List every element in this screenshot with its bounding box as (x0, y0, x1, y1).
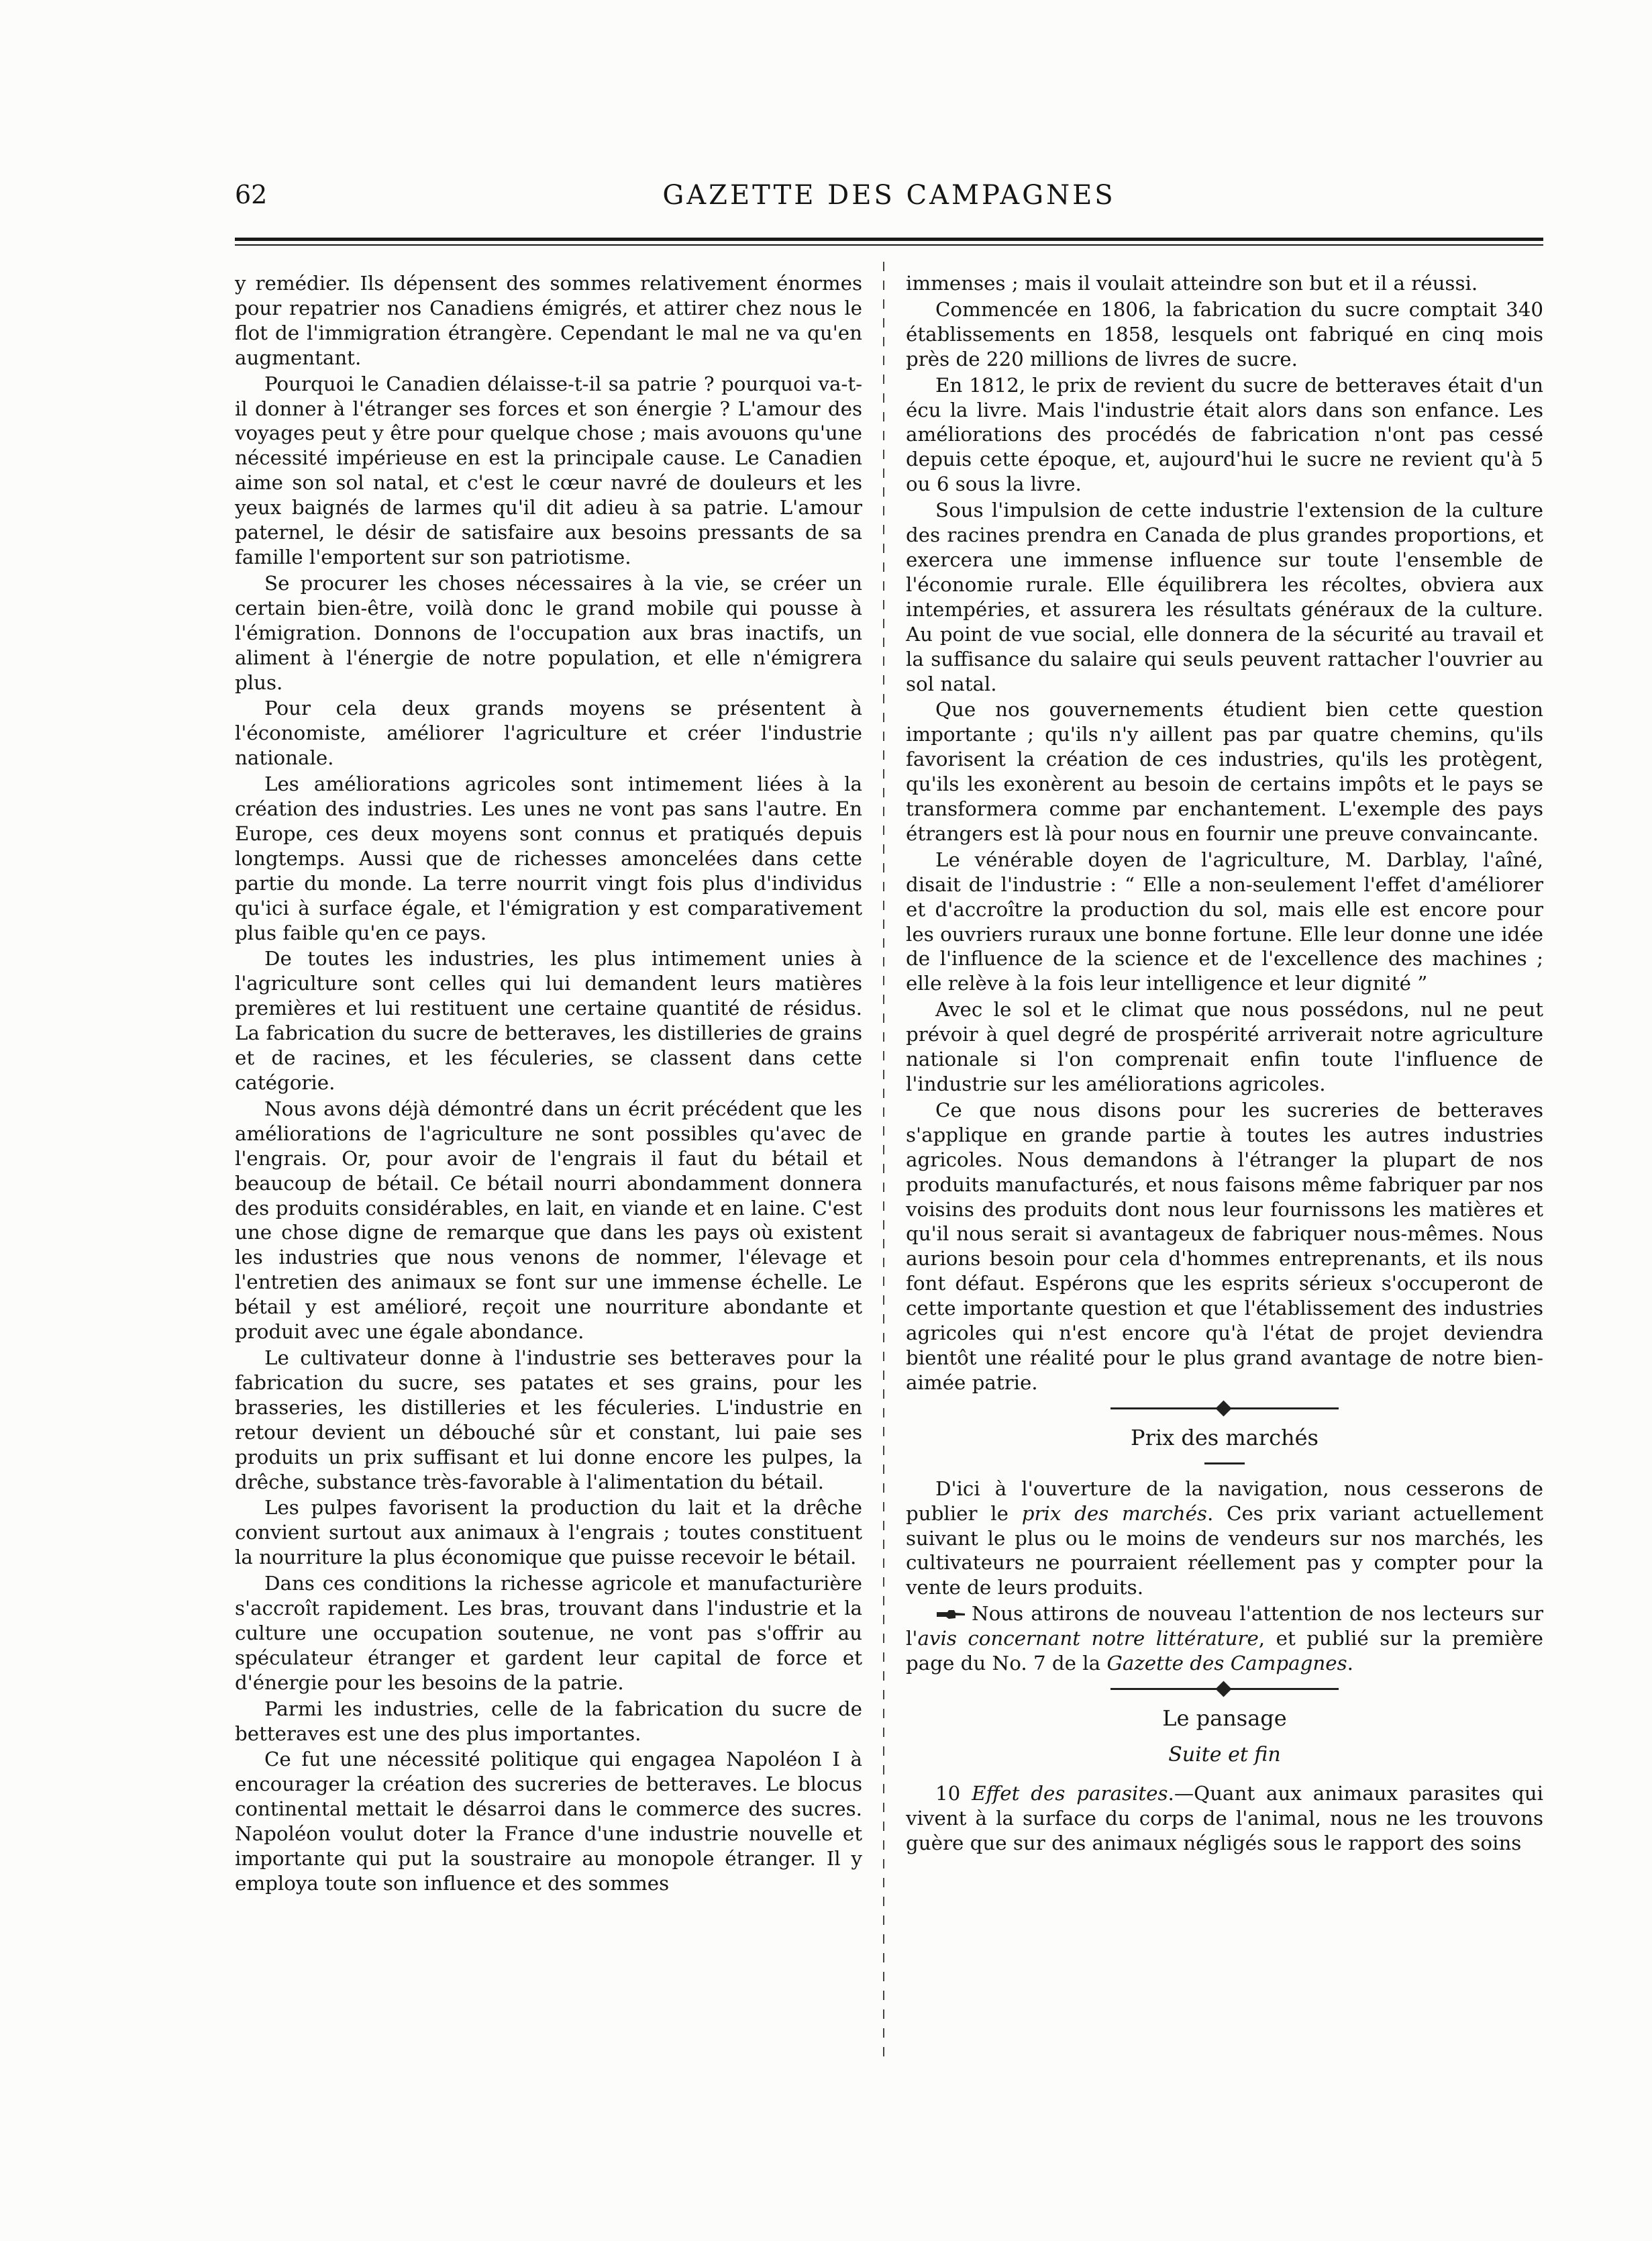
pointing-hand-icon (935, 1608, 966, 1622)
paragraph: Les améliorations agricoles sont intimement liées à la création des industries. Les unes ne vont pas sans l'autre. En Europe, ces deux moyens sont connus et pratiqués depuis longtemps. Aussi que de richesses amoncelées dans cette partie du monde. La terre nourrit vingt fois plus d'individus qu'ici à surface égale, et l'émigration y est comparativement plus faible qu'en ce pays. (235, 773, 862, 944)
paragraph: Commencée en 1806, la fabrication du sucre comptait 340 établissements en 1858, lesquels ont fabriqué en cinq mois près de 220 millions de livres de sucre. (906, 297, 1543, 370)
text: 10 (935, 1781, 972, 1805)
section-title-marches: Prix des marchés (1131, 1424, 1319, 1450)
text: .—Quant aux animaux parasites qui vivent à la surface du corps de l'animal, nous ne les trouvons guère que sur des animaux négligés sous le rapport des soins (906, 1781, 1544, 1854)
section-subtitle: Suite et fin (1168, 1742, 1281, 1766)
paragraph: Les pulpes favorisent la production du lait et la drêche convient surtout aux animaux à l'engrais ; toutes constituent la nourriture la plus économique que puisse recevoir le bétail. (235, 1496, 862, 1569)
column-divider (883, 262, 884, 2060)
text: D'ici à l'ouverture de la navigation, nous cesserons de publier le (906, 1477, 1543, 1525)
section-title-pansage: Le pansage (1162, 1705, 1287, 1731)
page-number: 62 (235, 180, 268, 209)
page-header (235, 180, 1543, 220)
paragraph: Ce fut une nécessité politique qui engagea Napoléon I à encourager la création des sucreries de betteraves. Le blocus continental mettait le désarroi dans le commerce des sucres. Napoléon voulut doter la France d'une industrie nouvelle et importante qui put la soustraire au monopole étranger. Il y employa toute son influence et des sommes (235, 1748, 862, 1895)
paragraph: Le cultivateur donne à l'industrie ses betteraves pour la fabrication du sucre, ses patates et ses grains, pour les brasseries, les distilleries et les féculeries. L'industrie en retour devient un débouché sûr et constant, lui paie ses produits un prix suffisant et lui donne encore les pulpes, la drêche, substance très-favorable à l'alimentation du bétail. (235, 1346, 862, 1493)
paragraph: De toutes les industries, les plus intimement unies à l'agriculture sont celles qui lui demandent leurs matières premières et lui restituent une certaine quantité de résidus. La fabrication du sucre de betteraves, les distilleries de grains et de racines, et les féculeries, se classent dans cette catégorie. (235, 947, 862, 1094)
text: , et publié sur la première page du No. 7 de la (906, 1627, 1543, 1675)
header-rule-thin (235, 244, 1543, 246)
paragraph: Parmi les industries, celle de la fabrication du sucre de betteraves est une des plus importantes. (235, 1697, 862, 1745)
masthead-title: GAZETTE DES CAMPAGNES (662, 180, 1116, 211)
paragraph: Avec le sol et le climat que nous possédons, nul ne peut prévoir à quel degré de prospérité arriverait notre agriculture nationale si l'on comprenait enfin toute l'influence de l'industrie sur les améliorations agricoles. (906, 998, 1543, 1095)
italic-text: prix des marchés (1021, 1501, 1207, 1525)
paragraph: Nous avons déjà démontré dans un écrit précédent que les améliorations de l'agriculture ne sont possibles qu'avec de l'engrais. Or, pour avoir de l'engrais il faut du bétail et beaucoup de bétail. Ce bétail nourri abondamment donnera des produits considérables, en lait, en viande et en laine. C'est une chose digne de remarque que dans les pays où existent les industries que nous venons de nommer, l'élevage et l'entretien des animaux se font sur une immense échelle. Le bétail y est amélioré, reçoit une nourriture abondante et produit avec une égale abondance. (235, 1097, 862, 1344)
text: . (1347, 1652, 1353, 1675)
title-underline (1204, 1462, 1245, 1464)
italic-text: Effet des parasites (972, 1781, 1168, 1805)
section-separator (1111, 1407, 1339, 1409)
italic-text: Gazette des Campagnes (1106, 1652, 1347, 1675)
left-column (235, 271, 862, 1897)
notice-paragraph (906, 1601, 1543, 1676)
paragraph: y remédier. Ils dépensent des sommes relativement énormes pour repatrier nos Canadiens émigrés, et attirer chez nous le flot de l'immigration étrangère. Cependant le mal ne va qu'en augmentant. (235, 272, 862, 369)
paragraph: Que nos gouvernements étudient bien cette question importante ; qu'ils n'y aillent pas par quatre chemins, qu'ils favorisent la création de ces industries, qu'ils les protègent, qu'ils les exonèrent au besoin de certains impôts et le pays se transformera comme par enchantement. L'exemple des pays étrangers est là pour nous en fournir une preuve convaincante. (906, 698, 1543, 845)
paragraph: Le vénérable doyen de l'agriculture, M. Darblay, l'aîné, disait de l'industrie : “ Elle a non-seulement l'effet d'améliorer et d'accroître la production du sol, mais elle est encore pour les ouvriers ruraux une bonne fortune. Elle leur donne une idée de l'influence de la science et de l'excellence des machines ; elle relève à la fois leur intelligence et leur dignité ” (906, 848, 1543, 995)
paragraph: Pour cela deux grands moyens se présentent à l'économiste, améliorer l'agriculture et créer l'industrie nationale. (235, 697, 862, 770)
section-separator (1111, 1688, 1339, 1690)
text: . Ces prix variant actuellement suivant le plus ou le moins de vendeurs sur nos marchés, les cultivateurs ne pourraient réellement pas y compter pour la vente de leurs produits. (906, 1501, 1543, 1599)
paragraph: Dans ces conditions la richesse agricole et manufacturière s'accroît rapidement. Les bras, trouvant dans l'industrie et la culture une occupation soutenue, ne vont pas s'offrir au spéculateur étranger et gardent leur capital de force et d'énergie pour les besoins de la patrie. (235, 1572, 862, 1694)
pansage-paragraph (906, 1781, 1543, 1856)
paragraph: Pourquoi le Canadien délaisse-t-il sa patrie ? pourquoi va-t-il donner à l'étranger ses forces et son énergie ? L'amour des voyages peut y être pour quelque chose ; mais avouons qu'une nécessité impérieuse en est la principale cause. Le Canadien aime son sol natal, et c'est le cœur navré de douleurs et les yeux baignés de larmes qu'il dit adieu à sa patrie. L'amour paternel, le désir de satisfaire aux besoins pressants de sa famille l'emportent sur son patriotisme. (235, 372, 862, 568)
paragraph: immenses ; mais il voulait atteindre son but et il a réussi. (906, 272, 1478, 295)
text: Nous attirons de nouveau l'attention de nos lecteurs sur l' (906, 1602, 1543, 1650)
italic-text: avis concernant notre littérature (917, 1627, 1259, 1650)
marches-paragraph (906, 1477, 1543, 1601)
right-column (906, 271, 1543, 1856)
paragraph: Ce que nous disons pour les sucreries de betteraves s'applique en grande partie à toutes les autres industries agricoles. Nous demandons à l'étranger la plupart de nos produits manufacturés, et nous faisons même fabriquer par nos voisins des produits dont nous leur fournissons les matières et qu'il nous serait si avantageux de fabriquer nous-mêmes. Nous aurions besoin pour cela d'hommes entreprenants, et ils nous font défaut. Espérons que les esprits sérieux s'occuperont de cette importante question et que l'établissement des industries agricoles qui n'est encore qu'à l'état de projet deviendra bientôt une réalité pour le plus grand avantage de notre bien-aimée patrie. (906, 1098, 1543, 1394)
paragraph: Se procurer les choses nécessaires à la vie, se créer un certain bien-être, voilà donc le grand mobile qui pousse à l'émigration. Donnons de l'occupation aux bras inactifs, un aliment à l'énergie de notre population, et elle n'émigrera plus. (235, 571, 862, 694)
header-rule (235, 238, 1543, 241)
paragraph: En 1812, le prix de revient du sucre de betteraves était d'un écu la livre. Mais l'industrie était alors dans son enfance. Les améliorations des procédés de fabrication n'ont pas cessé depuis cette époque, et, aujourd'hui le sucre ne revient qu'à 5 ou 6 sous la livre. (906, 373, 1543, 496)
paragraph: Sous l'impulsion de cette industrie l'extension de la culture des racines prendra en Canada de plus grandes proportions, et exercera une immense influence sur toute l'ensemble de l'économie rurale. Elle équilibrera les récoltes, obviera aux intempéries, et assurera les résultats généraux de la culture. Au point de vue social, elle donnera de la sécurité au travail et la suffisance du salaire qui seuls peuvent rattacher l'ouvrier au sol natal. (906, 499, 1543, 695)
